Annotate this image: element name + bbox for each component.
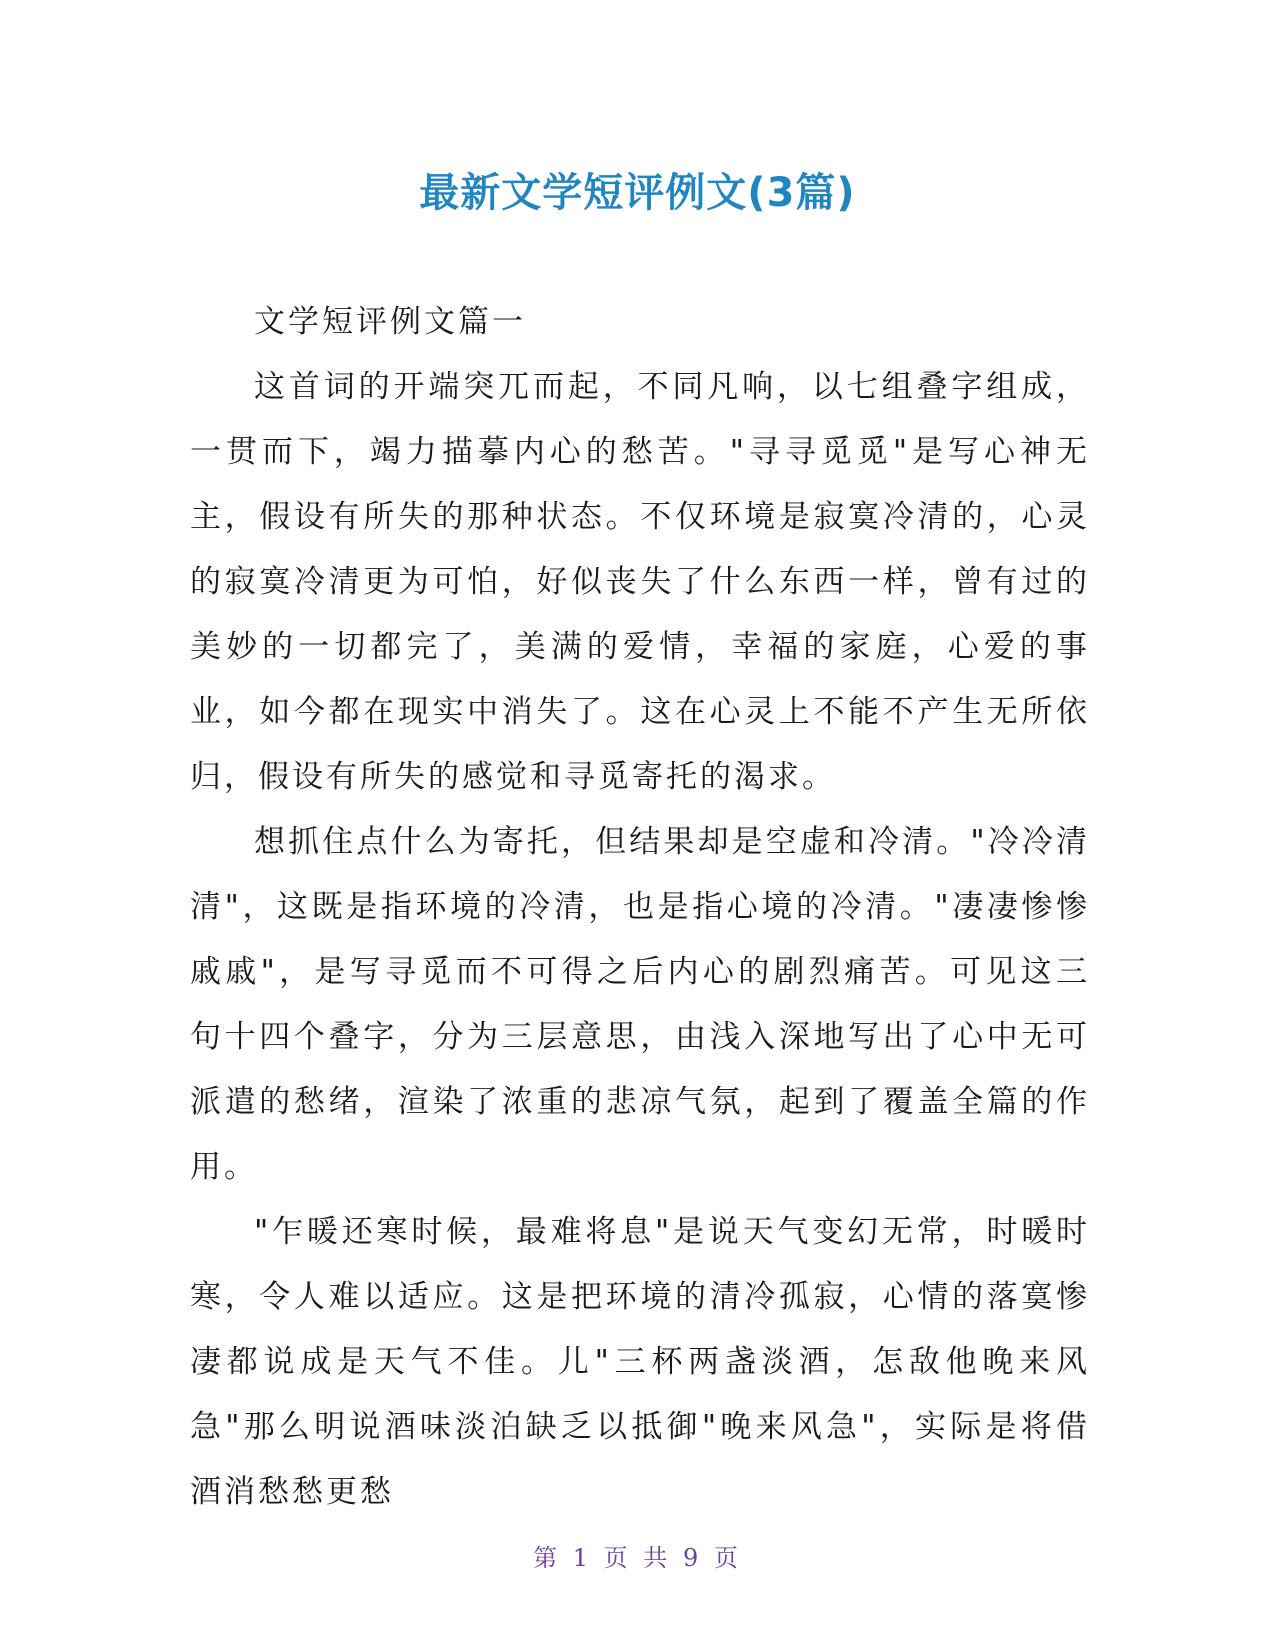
page-label-mid: 页 共 bbox=[603, 1544, 672, 1572]
total-pages-number: 9 bbox=[682, 1544, 703, 1572]
current-page-number: 1 bbox=[572, 1544, 593, 1572]
body-paragraph-1: 这首词的开端突兀而起，不同凡响，以七组叠字组成，一贯而下，竭力描摹内心的愁苦。"寻寻觅觅"是写心神无主，假设有所失的那种状态。不仅环境是寂寞冷清的，心灵的寂寞冷清更为可怕，好似丧失了什么东西一样，曾有过的美妙的一切都完了，美满的爱情，幸福的家庭，心爱的事业，如今都在现实中消失了。这在心灵上不能不产生无所依归，假设有所失的感觉和寻觅寄托的渴求。 bbox=[190, 369, 1090, 795]
section-heading: 文学短评例文篇一 bbox=[254, 304, 526, 340]
page-label-prefix: 第 bbox=[533, 1544, 562, 1572]
body-paragraph-3: "乍暖还寒时候，最难将息"是说天气变幻无常，时暖时寒，令人难以适应。这是把环境的清冷孤寂，心情的落寞惨凄都说成是天气不佳。儿"三杯两盏淡酒，怎敌他晚来风急"那么明说酒味淡泊缺乏以抵御"晚来风急"，实际是将借酒消愁愁更愁 bbox=[190, 1214, 1090, 1510]
document-title: 最新文学短评例文(3篇) bbox=[419, 170, 856, 216]
body-paragraph-2: 想抓住点什么为寄托，但结果却是空虚和冷清。"冷冷清清"，这既是指环境的冷清，也是指心境的冷清。"凄凄惨惨戚戚"，是写寻觅而不可得之后内心的剧烈痛苦。可见这三句十四个叠字，分为三层意思，由浅入深地写出了心中无可派遣的愁绪，渲染了浓重的悲凉气氛，起到了覆盖全篇的作用。 bbox=[190, 824, 1090, 1185]
page-footer bbox=[0, 1542, 1275, 1574]
document-body bbox=[190, 290, 1090, 1525]
page-label-suffix: 页 bbox=[713, 1544, 742, 1572]
